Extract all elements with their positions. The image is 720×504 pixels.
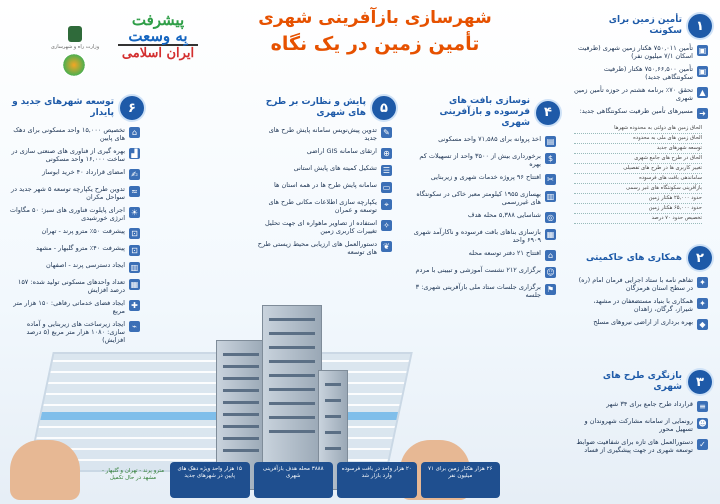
- page-title: [210, 6, 540, 58]
- building-icon: ▦: [130, 280, 139, 289]
- list-item: ▦ تعداد واحدهای مسکونی تولید شده: ۱۵۷ درصد افزایش: [17, 278, 139, 294]
- list-item: ▟ بهره گیری از فناوری های صنعتی سازی در ساخت ۱۶,۰۰۰ واحد مسکونی: [8, 147, 140, 163]
- section-title: توسعه شهرهای جدید و پایدار: [12, 97, 114, 118]
- solar-icon: ☀: [130, 208, 139, 217]
- route-icon: ➜: [697, 108, 708, 119]
- sub-item: ساماندهی بافت های فرسوده: [574, 174, 702, 184]
- section-number: ۴: [536, 101, 560, 125]
- metro-note: مترو پرند - تهران و گلبهار - مشهد در حال تکمیل: [101, 468, 165, 481]
- list-item: ▣ تأمین ۷۵۰,۶۶,۵۰۰ هکتار (ظرفیت سکونتگاهی جدید): [603, 65, 707, 81]
- list-item: ⊡ پیشرفت ۴۰٪ مترو گلبهار - مشهد: [8, 244, 140, 256]
- list-item: ◎ شناسایی ۵,۳۸۸ محله هدف: [467, 211, 554, 222]
- loan-icon: $: [545, 153, 556, 164]
- contract-icon: ✍: [129, 169, 140, 180]
- list-item: ▲ تحقق ۷۰٪ برنامه هشتم در حوزه تأمین زمین شهری: [574, 86, 708, 102]
- handshake-icon: ✦: [697, 277, 708, 288]
- stat-card: ۲۶ هزار هکتار زمین برای ۷۱ میلیون نفر: [421, 462, 501, 498]
- target-icon: ◎: [545, 212, 556, 223]
- list-item: ▥ ایجاد دسترسی پرند - اصفهان: [45, 261, 139, 272]
- factory-icon: ▟: [129, 148, 140, 159]
- land-icon: ▣: [698, 46, 707, 55]
- list-item: ✦ تفاهم نامه با ستاد اجرایی فرمان امام (ره) در سطح استان هرمزگان: [574, 276, 708, 292]
- sub-item: الحاق زمین های ملی به محدوده: [574, 134, 702, 144]
- metro-icon: ⊡: [129, 245, 140, 256]
- leaf-icon: ❦: [381, 241, 392, 252]
- list-item: ✓ دستورالعمل های تازه برای شفافیت ضوابط توسعه شهری در جهت پیشگیری از فساد: [574, 438, 708, 454]
- list-item: ✂ افتتاح ۹۶ پروژه خدمات شهری و زیربنایی: [410, 173, 556, 185]
- brand-line3: ایران اسلامی: [118, 44, 198, 62]
- sub-item: تخصیص حدود ۷۰ درصد: [574, 214, 702, 224]
- map-pin-icon: ⌖: [381, 199, 392, 210]
- rules-icon: ✓: [697, 439, 708, 450]
- section-2: [574, 246, 712, 335]
- list-item: ☰ تشکیل کمیته های پایش استانی: [293, 164, 391, 175]
- document-icon: ≡: [697, 401, 708, 412]
- council-icon: ⚑: [546, 285, 555, 294]
- section-title: نوسازی بافت های فرسوده و بازآفرینی شهری: [439, 96, 530, 128]
- title-line1: شهرسازی بازآفرینی شهری: [258, 8, 492, 28]
- section-number: ۵: [372, 96, 396, 120]
- brand-logo: [118, 12, 198, 70]
- list-item: ✧ استفاده از تصاویر ماهواره ای جهت تحلیل تغییرات کاربری زمین: [256, 219, 392, 235]
- sub-item: بازآفرینی سکونتگاه های غیر رسمی: [574, 184, 702, 194]
- list-item: ◆ بهره برداری از اراضی نیروهای مسلح: [574, 318, 708, 330]
- list-item: ✦ همکاری با بنیاد مستضعفان در مشهد، شیراز، گرگان، زاهدان: [574, 297, 708, 313]
- list-item: ☻ رونمایی از سامانه مشارکت شهروندان و تسهیل محور: [584, 417, 707, 433]
- list-item: ⌂ افتتاح ۲۱ دفتر توسعه محله: [410, 249, 556, 261]
- services-icon: ✚: [129, 300, 140, 311]
- section-title: بازنگری طرح های شهری: [602, 371, 682, 392]
- title-line2: تأمین زمین در یک نگاه: [270, 33, 480, 55]
- list-item: ⌂ تخصیص ۱۵,۰۰۰ واحد مسکونی برای دهک های پایین: [8, 126, 140, 142]
- list-item: ▥ بهسازی ۱۹۵۵ کیلومتر معبر خاکی در سکونتگاه های غیررسمی: [416, 190, 555, 206]
- road-icon: ▥: [130, 263, 139, 272]
- section-title: تأمین زمین برای سکونت: [608, 15, 682, 36]
- stat-card: ۱۵ هزار واحد ویژه دهک های پایین در شهرهای جدید: [170, 462, 250, 498]
- metro-icon: ⊡: [129, 228, 140, 239]
- people-icon: ☻: [698, 419, 707, 428]
- shield-icon: ◆: [697, 319, 708, 330]
- section-number: ۱: [688, 14, 712, 38]
- sub-item: حدود ۲۵,۰۰۰ هکتار زمین: [574, 194, 702, 204]
- sub-item: حدود ۶۵,۰۰۰ هکتار زمین: [574, 204, 702, 214]
- brand-line2: بِه وسعت: [128, 27, 188, 45]
- list-item: ▤ اخذ پروانه برای ۷۱,۵۸۵ واحد مسکونی: [438, 135, 555, 146]
- committee-icon: ☰: [382, 166, 391, 175]
- ministry-logo-icon: [60, 54, 88, 76]
- list-item: ✚ ایجاد فضای خدماتی رفاهی: ۱۵۰ هزار متر مربع: [8, 299, 140, 315]
- chart-icon: ▲: [697, 87, 708, 98]
- house-icon: ⌂: [129, 127, 140, 138]
- handshake-icon: ✦: [697, 298, 708, 309]
- sub-item: الحاق زمین های دولتی به محدوده شهرها: [574, 124, 702, 134]
- section-1: [574, 14, 712, 228]
- sub-item: الحاق در طرح های جامع شهری: [574, 154, 702, 164]
- stats-strip: [170, 462, 500, 498]
- list-item: ✍ امضای قرارداد ۴۰ خرید ابوساز: [8, 168, 140, 180]
- section-3: [574, 370, 712, 459]
- list-item: ⚑ برگزاری جلسات ستاد ملی بازآفرینی شهری: ۳ جلسه: [415, 283, 555, 299]
- list-item: ➜ مسیرهای تأمین ظرفیت سکونتگاهی جدید:: [574, 107, 708, 119]
- iran-emblem-icon: [68, 26, 82, 42]
- coast-icon: ≈: [129, 186, 140, 197]
- left-hand-illustration: [10, 440, 80, 500]
- list-item: ⌁ ایجاد زیرساخت های زیربنایی و آماده سازی: ۱۰۸۰ هزار متر مربع (۵ درصد افزایش): [8, 320, 140, 344]
- list-item: ≡ قرارداد طرح جامع برای ۳۴ شهر: [574, 400, 708, 412]
- stat-card: ۳۸۸۸ محله هدف بازآفرینی شهری: [254, 462, 334, 498]
- list-item: ⌖ یکپارچه سازی اطلاعات مکانی طرح های توسعه و عمران: [256, 198, 392, 214]
- list-item: ▭ سامانه پایش طرح ها در همه استان ها: [274, 181, 391, 192]
- land-icon: ▣: [698, 67, 707, 76]
- section-4: [410, 96, 560, 304]
- building-icon: ▦: [546, 230, 555, 239]
- stat-card: ۲۰ هزار واحد در بافت فرسوده وارد بازار شد: [337, 462, 417, 498]
- monitor-icon: ▭: [382, 183, 391, 192]
- draft-icon: ✎: [381, 127, 392, 138]
- list-item: ✎ تدوین پیش‌نویس سامانه پایش طرح های جدید: [256, 126, 392, 142]
- list-item: ⊕ ارتقای سامانه GIS اراضی: [256, 147, 392, 159]
- ribbon-icon: ✂: [545, 174, 556, 185]
- meeting-icon: ☺: [546, 268, 555, 277]
- sub-item: تغییر کاربری ها در طرح های تفصیلی: [574, 164, 702, 174]
- list-item: ❦ دستورالعمل های ارزیابی محیط زیستی طرح های توسعه: [256, 240, 392, 256]
- road-icon: ▥: [546, 192, 555, 201]
- section-title: پایش و نظارت بر طرح های شهری: [265, 97, 366, 118]
- crane-icon: ⌁: [129, 321, 140, 332]
- section-5: [256, 96, 396, 261]
- section-number: ۲: [688, 246, 712, 270]
- office-icon: ⌂: [545, 250, 556, 261]
- ministry-caption: وزارت راه و شهرسازی: [50, 44, 100, 50]
- section-title: همکاری های حاکمیتی: [585, 252, 682, 263]
- section-6: [8, 96, 144, 349]
- list-item: ≈ تدوین طرح یکپارچه توسعه ۵ شهر جدید در سواحل مکران: [8, 185, 140, 201]
- list-item: ⊡ پیشرفت ۵۰٪ مترو پرند - تهران: [8, 227, 140, 239]
- list-item: ▣ تأمین ۷۵۰,۰۱۱ هکتار زمین شهری (ظرفیت اسکان ۷/۱ میلیون نفر): [577, 44, 707, 60]
- header-logos: [8, 10, 118, 70]
- satellite-icon: ✧: [381, 220, 392, 231]
- gis-icon: ⊕: [381, 148, 392, 159]
- list-item: ▦ بازسازی بناهای بافت فرسوده و ناکارآمد شهری ۶۹۰۹ واحد: [413, 228, 555, 244]
- list-item: ☀ اجرای پایلوت فناوری های سبز: ۵۰ مگاوات انرژی خورشیدی: [9, 206, 139, 222]
- section-number: ۶: [120, 96, 144, 120]
- list-item: $ برخورداری بیش از ۳۵۰۰ واحد از تسهیلات کم بهره: [410, 152, 556, 168]
- sub-list: [574, 124, 702, 224]
- permit-icon: ▤: [546, 137, 555, 146]
- brand-line1: پیشرفت: [131, 11, 185, 29]
- sub-item: توسعه شهرهای جدید: [574, 144, 702, 154]
- list-item: ☺ برگزاری ۲۱۲ نشست آموزشی و تبیینی با مردم: [415, 266, 555, 277]
- section-number: ۳: [688, 370, 712, 394]
